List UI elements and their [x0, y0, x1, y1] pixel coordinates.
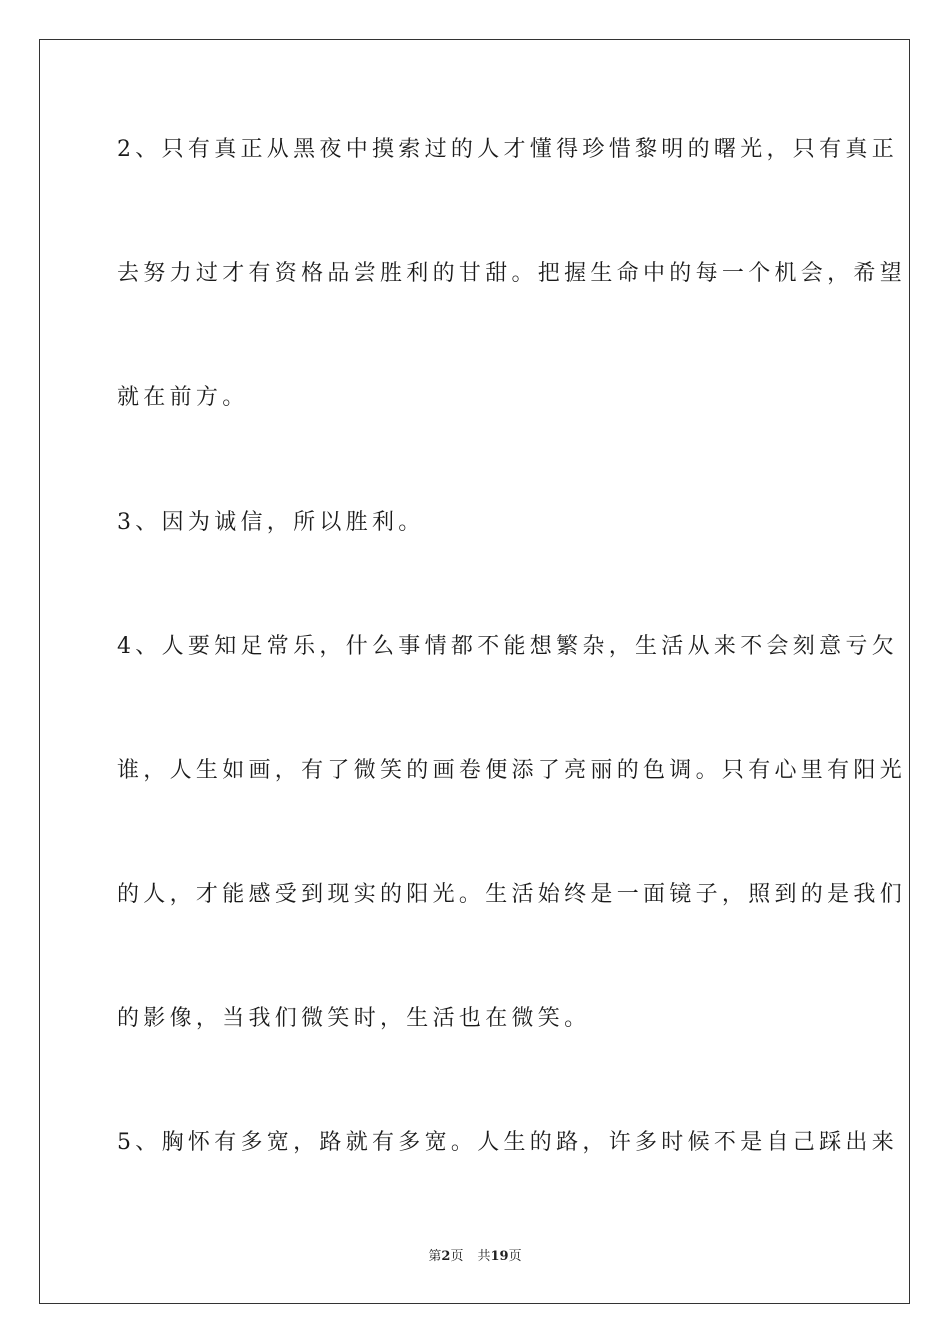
paragraph-line: 的影像，当我们微笑时，生活也在微笑。 [117, 1006, 591, 1031]
paragraph-line: 4、人要知足常乐，什么事情都不能想繁杂，生活从来不会刻意亏欠 [117, 634, 898, 659]
total-prefix: 共 [477, 1249, 491, 1264]
page-border [39, 39, 910, 1304]
paragraph-line: 3、因为诚信，所以胜利。 [117, 510, 425, 535]
page-number: 2 [441, 1249, 451, 1264]
page-suffix: 页 [450, 1249, 464, 1264]
total-pages: 19 [490, 1249, 509, 1264]
page-prefix: 第 [428, 1249, 442, 1264]
paragraph-line: 谁，人生如画，有了微笑的画卷便添了亮丽的色调。只有心里有阳光 [117, 758, 907, 783]
paragraph-line: 5、胸怀有多宽，路就有多宽。人生的路，许多时候不是自己踩出来 [117, 1130, 898, 1155]
paragraph-line: 的人，才能感受到现实的阳光。生活始终是一面镜子，照到的是我们 [117, 882, 907, 907]
page-footer [0, 1248, 950, 1266]
paragraph-line: 2、只有真正从黑夜中摸索过的人才懂得珍惜黎明的曙光，只有真正 [117, 137, 898, 162]
total-suffix: 页 [508, 1249, 522, 1264]
paragraph-line: 去努力过才有资格品尝胜利的甘甜。把握生命中的每一个机会，希望 [117, 261, 907, 286]
paragraph-line: 就在前方。 [117, 385, 249, 410]
